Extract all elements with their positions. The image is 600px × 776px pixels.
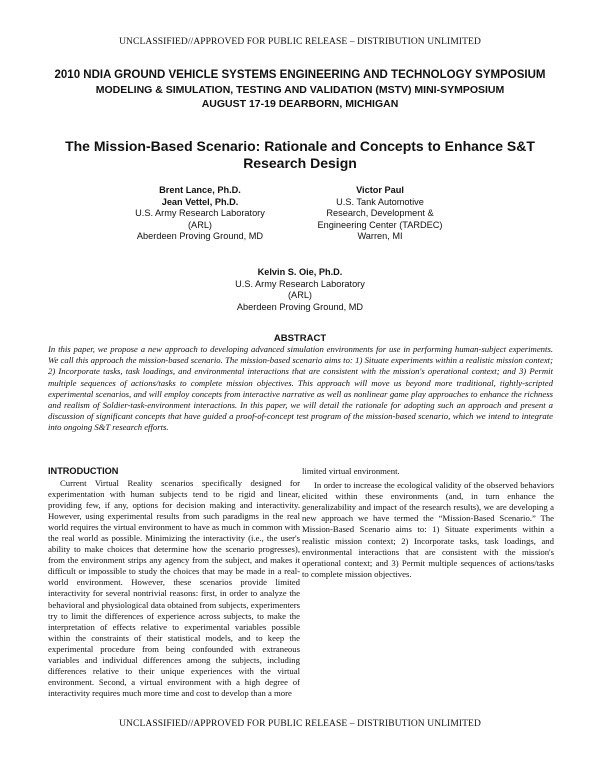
- author-affiliation: U.S. Tank Automotive: [336, 196, 424, 207]
- body-paragraph: Current Virtual Reality scenarios specifically designed for experimentation with human subjects tend to be rigid and linear, providing few, if any, options for decision making and interactivity. However, using experimental results from such paradigms in the real world requires the virtual environment to have as much in common with the real world as possible. Minimizing the interactivity (i.e., the user's ability to make choices that determine how the scenario progresses), from the environment strips any agency from the subject, and makes it difficult or impossible to study the choices that may be made in a real-world environment. However, these scenarios provide limited interactivity for several nontrivial reasons: first, in order to analyze the behavioral and physiological data obtained from subjects, experimenters try to limit the differences of experience across subjects, to make the interpretation of effects relative to experimental variables possible within the constraints of their statistical models, and to keep the experimental procedure from being confounded with extraneous variables and individual differences among the subjects, including differences relative to their unique experiences with the virtual environment. Second, a virtual environment with a high degree of interactivity requires much more time and cost to develop than a more: [48, 477, 300, 699]
- author-block-right: [295, 185, 465, 243]
- classification-banner-top: UNCLASSIFIED//APPROVED FOR PUBLIC RELEASE – DISTRIBUTION UNLIMITED: [119, 37, 481, 47]
- author-name: Victor Paul: [356, 185, 404, 195]
- symposium-title: 2010 NDIA GROUND VEHICLE SYSTEMS ENGINEERING AND TECHNOLOGY SYMPOSIUM: [54, 69, 546, 81]
- mini-symposium-title: MODELING & SIMULATION, TESTING AND VALIDATION (MSTV) MINI-SYMPOSIUM: [95, 84, 505, 96]
- body-paragraph: In order to increase the ecological validity of the observed behaviors elicited within these environments (and, in turn enhance the generalizability and impact of the research results), we are developing a new approach we have termed the “Mission-Based Scenario.” The Mission-Based Scenario aims to: 1) Situate experiments within a realistic mission context; 2) Incorporate tasks, task loadings, and environmental interactions that are consistent with the mission's operational context; and 3) Permit multiple sequences of actions/tasks to complete mission objectives.: [302, 480, 554, 579]
- author-block-left: [110, 185, 290, 243]
- body-column-right: [302, 466, 554, 580]
- abstract-text: In this paper, we propose a new approach to developing advanced simulation environments for use in performing human-subject experiments. We call this approach the mission-based scenario. The mission-based scenario aims to: 1) Situate experiments within a realistic mission context; 2) Incorporate tasks, task loadings, and environmental interactions that are consistent with the mission's operational context; and 3) Permit multiple sequences of actions/tasks to complete mission objectives. This approach will move us beyond more traditional, tightly-scripted experimental scenarios, and will employ concepts from interactive narrative as well as nonlinear game play approaches to enhance the richness and realism of Soldier-task-environment interactions. In this paper, we will detail the rationale for adopting such an approach and present a discussion of significant concepts that have guided a proof-of-concept test program of the mission-based scenario, which we intend to integrate into ongoing S&T research efforts.: [48, 344, 553, 433]
- author-affiliation: U.S. Army Research Laboratory: [235, 278, 365, 289]
- paper-title: The Mission-Based Scenario: Rationale and Concepts to Enhance S&T Research Design: [65, 138, 535, 171]
- author-affiliation: Engineering Center (TARDEC): [317, 219, 443, 230]
- classification-banner-bottom: UNCLASSIFIED//APPROVED FOR PUBLIC RELEASE – DISTRIBUTION UNLIMITED: [119, 719, 481, 729]
- body-column-left: [48, 466, 300, 699]
- author-affiliation: (ARL): [288, 290, 312, 300]
- author-location: Aberdeen Proving Ground, MD: [236, 301, 364, 312]
- author-affiliation: (ARL): [188, 219, 212, 230]
- author-affiliation: Research, Development &: [326, 208, 434, 218]
- author-name: Brent Lance, Ph.D.: [159, 185, 241, 195]
- author-block-center: [200, 267, 400, 313]
- body-paragraph-continued: limited virtual environment.: [302, 466, 400, 476]
- section-heading-introduction: INTRODUCTION: [48, 466, 119, 476]
- author-name: Kelvin S. Oie, Ph.D.: [257, 267, 343, 277]
- author-name: Jean Vettel, Ph.D.: [161, 196, 239, 207]
- symposium-date-location: AUGUST 17-19 DEARBORN, MICHIGAN: [201, 98, 399, 110]
- abstract-heading: ABSTRACT: [273, 333, 327, 344]
- author-location: Warren, MI: [357, 231, 403, 241]
- author-location: Aberdeen Proving Ground, MD: [136, 231, 264, 241]
- author-affiliation: U.S. Army Research Laboratory: [135, 208, 265, 218]
